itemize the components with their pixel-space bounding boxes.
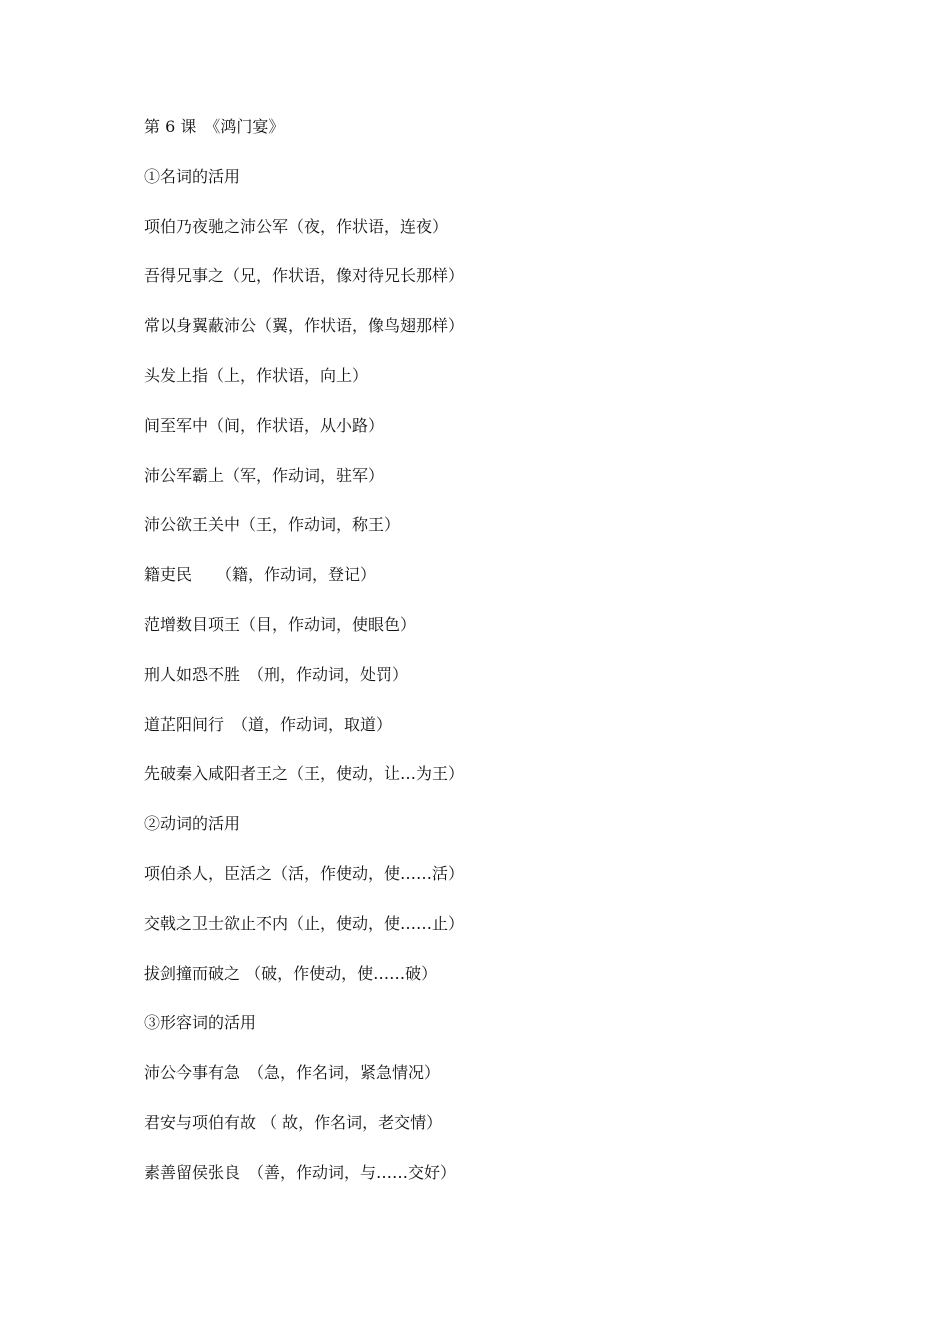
example-line: 吾得兄事之（兄，作状语，像对待兄长那样） xyxy=(144,266,465,286)
example-line: 沛公军霸上（军，作动词，驻军） xyxy=(144,465,385,485)
example-line: 先破秦入咸阳者王之（王，使动，让…为王） xyxy=(144,764,465,784)
example-line: 间至军中（间，作状语，从小路） xyxy=(144,415,385,435)
example-line: 君安与项伯有故 （ 故，作名词，老交情） xyxy=(144,1112,443,1132)
example-line: 交戟之卫士欲止不内（止，使动，使……止） xyxy=(144,913,465,933)
example-line: 项伯乃夜驰之沛公军（夜，作状语，连夜） xyxy=(144,216,449,236)
example-line: 范增数目项王（目，作动词，使眼色） xyxy=(144,614,417,634)
example-line: 素善留侯张良 （善，作动词，与……交好） xyxy=(144,1162,457,1182)
section-heading-noun: ①名词的活用 xyxy=(144,166,241,186)
example-line: 籍吏民 （籍，作动词，登记） xyxy=(144,565,377,585)
document-page xyxy=(144,112,844,1208)
example-line: 拔剑撞而破之 （破，作使动，使……破） xyxy=(144,963,438,983)
section-heading-verb: ②动词的活用 xyxy=(144,814,241,834)
example-line: 刑人如恐不胜 （刑，作动词，处罚） xyxy=(144,664,409,684)
example-line: 沛公今事有急 （急，作名词，紧急情况） xyxy=(144,1063,441,1083)
section-heading-adjective: ③形容词的活用 xyxy=(144,1013,257,1033)
example-line: 常以身翼蔽沛公（翼，作状语，像鸟翅那样） xyxy=(144,316,465,336)
example-line: 头发上指（上，作状语，向上） xyxy=(144,365,369,385)
example-line: 道芷阳间行 （道，作动词，取道） xyxy=(144,714,393,734)
example-line: 沛公欲王关中（王，作动词，称王） xyxy=(144,515,401,535)
lesson-title: 第 6 课 《鸿门宴》 xyxy=(144,117,285,136)
example-line: 项伯杀人，臣活之（活，作使动，使……活） xyxy=(144,863,465,883)
